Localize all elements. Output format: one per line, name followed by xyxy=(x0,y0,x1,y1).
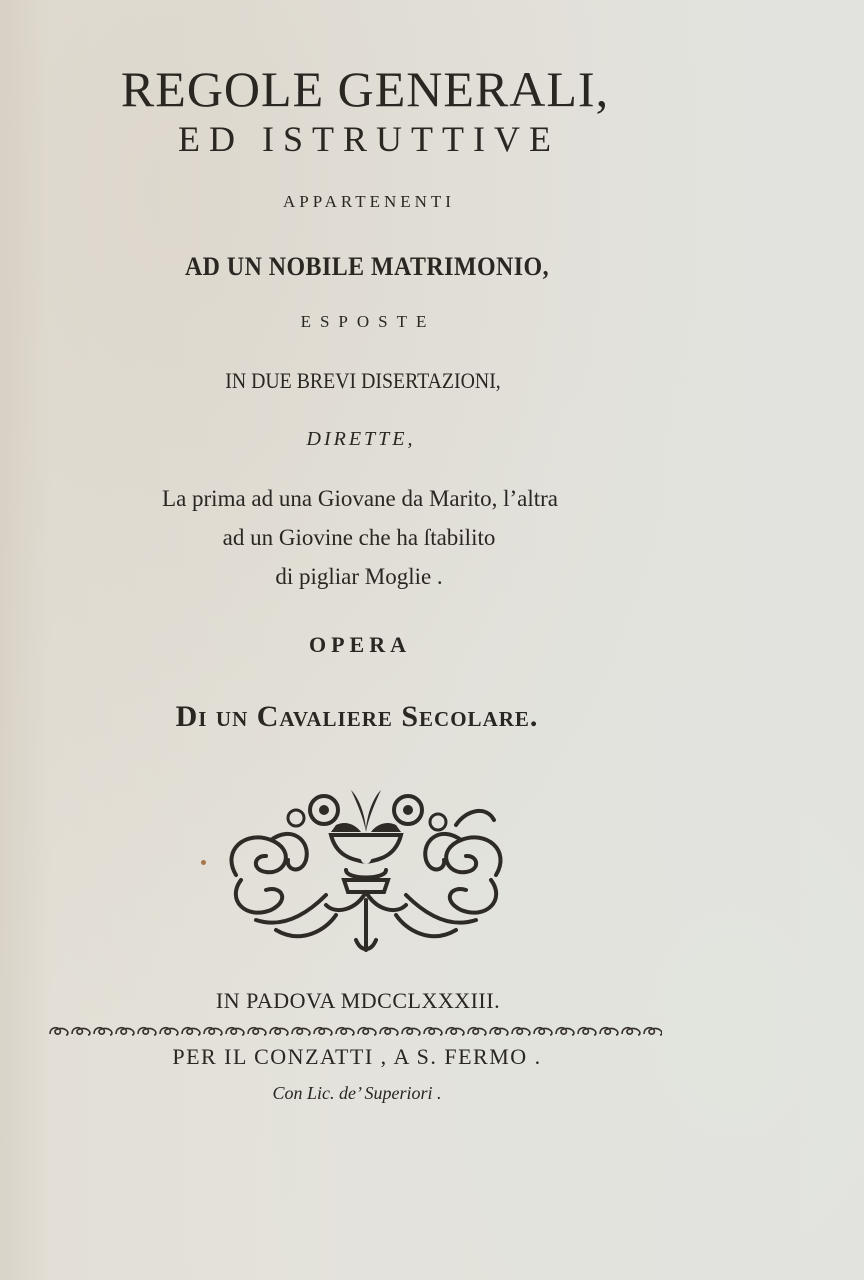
imprint-printer: PER IL CONZATTI , A S. FERMO . xyxy=(172,1044,542,1069)
description-line-3: di pigliar Moglie . xyxy=(275,564,443,589)
imprint-license: Con Lic. de’ Superiori . xyxy=(272,1083,442,1103)
title-line-2: ED ISTRUTTIVE xyxy=(178,119,560,159)
paper-stain xyxy=(201,860,206,865)
subtitle-appartenenti: APPARTENENTI xyxy=(283,192,455,211)
work-label: OPERA xyxy=(309,632,411,657)
title-line-1: REGOLE GENERALI, xyxy=(120,61,610,117)
description-line-2: ad un Giovine che ha ſtabilito xyxy=(222,525,496,550)
subtitle-disertazioni: IN DUE BREVI DISERTAZIONI, xyxy=(225,368,501,393)
subtitle-nobile-matrimonio: AD UN NOBILE MATRIMONIO, xyxy=(184,252,550,281)
subtitle-dirette: DIRETTE, xyxy=(306,428,416,450)
description-line-1: La prima ad una Giovane da Marito, l’altra xyxy=(162,486,558,511)
imprint-place-date: IN PADOVA MDCCLXXXIII. xyxy=(215,988,501,1013)
subtitle-esposte: ESPOSTE xyxy=(300,312,436,331)
ornamental-rule-icon xyxy=(48,1024,662,1038)
author-line: Di un Cavaliere Secolare. xyxy=(175,700,539,733)
floral-vase-ornament-icon xyxy=(216,780,516,960)
